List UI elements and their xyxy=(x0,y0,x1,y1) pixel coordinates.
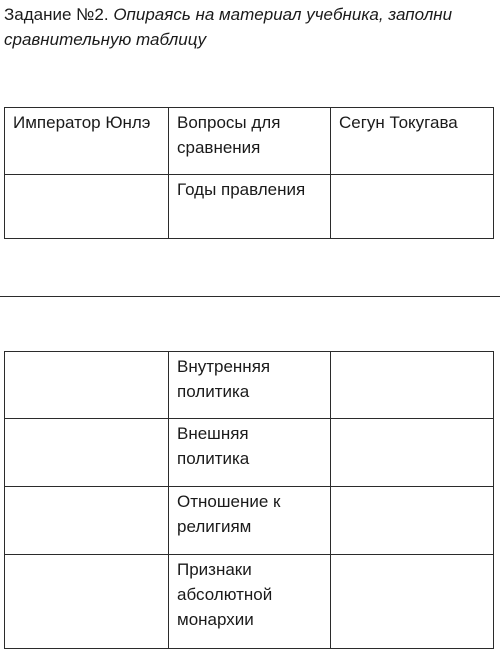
cell-yongle-answer[interactable] xyxy=(5,555,169,649)
header-shogun-tokugawa: Сегун Токугава xyxy=(331,108,494,175)
cell-question: Признаки абсолютной монархии xyxy=(169,555,331,649)
comparison-table-bottom xyxy=(4,351,494,649)
table-row xyxy=(5,419,494,487)
cell-yongle-answer[interactable] xyxy=(5,419,169,487)
header-row xyxy=(5,108,494,175)
cell-question: Отношение к религиям xyxy=(169,487,331,555)
task-heading xyxy=(4,2,496,52)
header-comparison-questions: Вопросы для сравнения xyxy=(169,108,331,175)
cell-tokugawa-answer[interactable] xyxy=(331,555,494,649)
table-row xyxy=(5,487,494,555)
task-instruction: Опираясь на материал учебника, заполни сравнительную таблицу xyxy=(4,5,453,49)
cell-tokugawa-answer[interactable] xyxy=(331,487,494,555)
comparison-table-top xyxy=(4,107,494,239)
cell-tokugawa-answer[interactable] xyxy=(331,352,494,419)
separator-line xyxy=(0,296,500,297)
header-emperor-yongle: Император Юнлэ xyxy=(5,108,169,175)
cell-question: Годы правления xyxy=(169,175,331,239)
cell-yongle-answer[interactable] xyxy=(5,175,169,239)
cell-question: Внутренняя политика xyxy=(169,352,331,419)
cell-yongle-answer[interactable] xyxy=(5,487,169,555)
table-row xyxy=(5,555,494,649)
cell-tokugawa-answer[interactable] xyxy=(331,419,494,487)
task-label: Задание №2. xyxy=(4,5,109,24)
cell-question: Внешняя политика xyxy=(169,419,331,487)
table-row xyxy=(5,175,494,239)
cell-tokugawa-answer[interactable] xyxy=(331,175,494,239)
cell-yongle-answer[interactable] xyxy=(5,352,169,419)
table-row xyxy=(5,352,494,419)
